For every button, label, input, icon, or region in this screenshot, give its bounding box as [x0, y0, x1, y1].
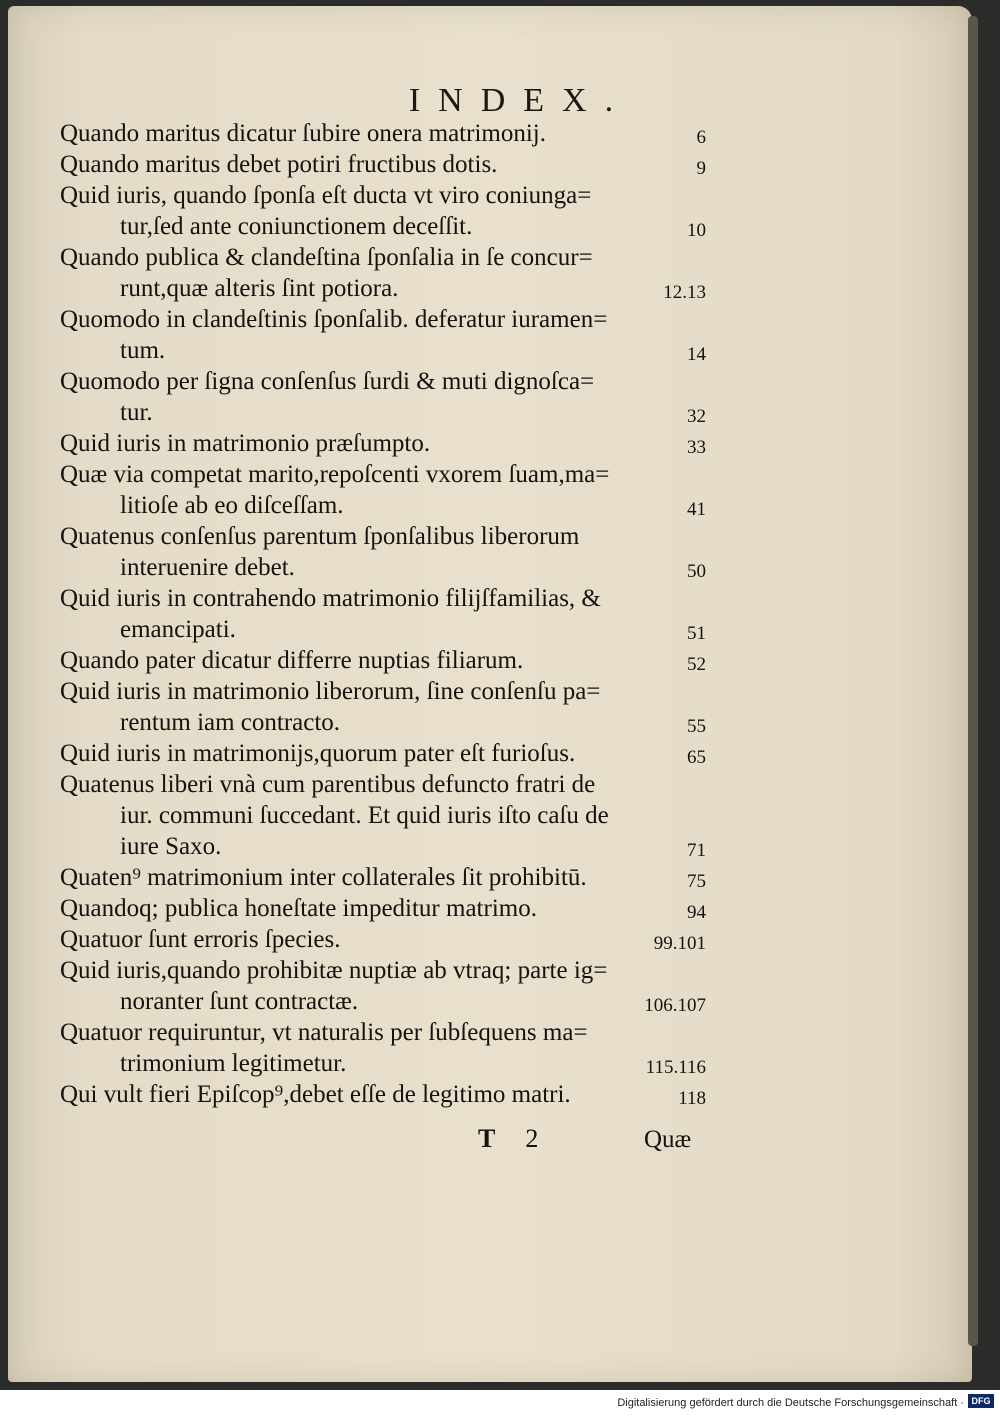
- entry-text: Quatuor ſunt erroris ſpecies.: [60, 926, 341, 953]
- signature-mark: [478, 1124, 538, 1154]
- page-reference: 115.116: [645, 1057, 706, 1078]
- page-reference: 118: [678, 1088, 706, 1109]
- page-reference: 33: [687, 437, 706, 458]
- page-reference: 94: [687, 902, 706, 923]
- entry-text: Quid iuris in matrimonijs,quorum pater eſt furioſus.: [60, 740, 576, 767]
- entry-continuation: emancipati.: [120, 616, 236, 643]
- entry-text: Quatenus conſenſus parentum ſponſalibus liberorum: [60, 523, 580, 550]
- page-reference: 75: [687, 871, 706, 892]
- signature-number: 2: [525, 1124, 539, 1153]
- entry-continuation: noranter ſunt contractæ.: [120, 988, 359, 1015]
- entry-continuation: litioſe ab eo diſceſſam.: [120, 492, 344, 519]
- entry-text: Quatenus liberi vnà cum parentibus defuncto fratri de: [60, 771, 596, 798]
- entry-text: Quid iuris, quando ſponſa eſt ducta vt viro coniunga=: [60, 182, 592, 209]
- index-entry: [60, 366, 706, 428]
- index-entry: [60, 645, 706, 676]
- index-entry: [60, 149, 706, 180]
- index-entry: [60, 521, 706, 583]
- index-entry: [60, 924, 706, 955]
- index-entry: [60, 118, 706, 149]
- catchword: Quæ: [644, 1126, 692, 1153]
- page-reference: 9: [696, 158, 706, 179]
- index-entry: [60, 1079, 706, 1110]
- entry-text: Quomodo per ſigna conſenſus ſurdi & muti dignoſca=: [60, 368, 595, 395]
- index-entry: [60, 738, 706, 769]
- entry-text: Quid iuris,quando prohibitæ nuptiæ ab vtraq; parte ig=: [60, 957, 608, 984]
- entry-text: Quæ via competat marito,repoſcenti vxorem ſuam,ma=: [60, 461, 610, 488]
- index-entry: [60, 242, 706, 304]
- entry-text: Quomodo in clandeſtinis ſponſalib. deferatur iuramen=: [60, 306, 608, 333]
- signature-letter: T: [478, 1124, 496, 1153]
- index-entry: [60, 1017, 706, 1079]
- index-entry: [60, 304, 706, 366]
- page-edge: [968, 16, 978, 1346]
- entry-text: Quaten⁹ matrimonium inter collaterales ſit prohibitū.: [60, 864, 587, 891]
- page-reference: 10: [687, 220, 706, 241]
- entry-continuation: tum.: [120, 337, 166, 364]
- index-entry: [60, 180, 706, 242]
- index-entry: [60, 893, 706, 924]
- index-entry: [60, 459, 706, 521]
- page-reference: 14: [687, 344, 706, 365]
- page-reference: 50: [687, 561, 706, 582]
- index-entry: [60, 769, 706, 862]
- entry-text: Quandoq; publica honeſtate impeditur matrimo.: [60, 895, 537, 922]
- page-reference: 52: [687, 654, 706, 675]
- dfg-logo: DFG: [968, 1394, 994, 1408]
- page-reference: 99.101: [653, 933, 706, 954]
- entry-text: Quatuor requiruntur, vt naturalis per ſubſequens ma=: [60, 1019, 588, 1046]
- entry-continuation: runt,quæ alteris ſint potiora.: [120, 275, 399, 302]
- page-reference: 55: [687, 716, 706, 737]
- index-entries: [60, 118, 706, 1110]
- entry-continuation: trimonium legitimetur.: [120, 1050, 347, 1077]
- entry-continuation: interuenire debet.: [120, 554, 295, 581]
- index-entry: [60, 583, 706, 645]
- book-page: [8, 6, 972, 1382]
- page-reference: 41: [687, 499, 706, 520]
- entry-continuation: tur.: [120, 399, 153, 426]
- index-entry: [60, 862, 706, 893]
- digitization-credit: Digitalisierung gefördert durch die Deutsche Forschungsgemeinschaft ·: [617, 1397, 964, 1409]
- entry-continuation: iure Saxo.: [120, 833, 222, 860]
- page-reference: 12.13: [663, 282, 706, 303]
- index-entry: [60, 955, 706, 1017]
- entry-continuation: rentum iam contracto.: [120, 709, 341, 736]
- page-reference: 65: [687, 747, 706, 768]
- page-reference: 51: [687, 623, 706, 644]
- page-reference: 71: [687, 840, 706, 861]
- entry-text: Quando publica & clandeſtina ſponſalia in ſe concur=: [60, 244, 593, 271]
- entry-text: Quid iuris in matrimonio præſumpto.: [60, 430, 431, 457]
- page-header: INDEX.: [408, 82, 632, 119]
- page-reference: 32: [687, 406, 706, 427]
- index-entry: [60, 428, 706, 459]
- entry-text: Quid iuris in matrimonio liberorum, ſine conſenſu pa=: [60, 678, 601, 705]
- page-reference: 106.107: [644, 995, 706, 1016]
- entry-text: Quando pater dicatur differre nuptias filiarum.: [60, 647, 524, 674]
- entry-text: Quando maritus debet potiri fructibus dotis.: [60, 151, 498, 178]
- entry-continuation: tur,ſed ante coniunctionem deceſſit.: [120, 213, 473, 240]
- entry-text: Quid iuris in contrahendo matrimonio filijſfamilias, &: [60, 585, 601, 612]
- page-reference: 6: [696, 127, 706, 148]
- entry-text: Quando maritus dicatur ſubire onera matrimonij.: [60, 120, 546, 147]
- entry-continuation: iur. communi ſuccedant. Et quid iuris iſto caſu de: [120, 802, 609, 829]
- entry-text: Qui vult fieri Epiſcop⁹,debet eſſe de legitimo matri.: [60, 1081, 571, 1108]
- index-entry: [60, 676, 706, 738]
